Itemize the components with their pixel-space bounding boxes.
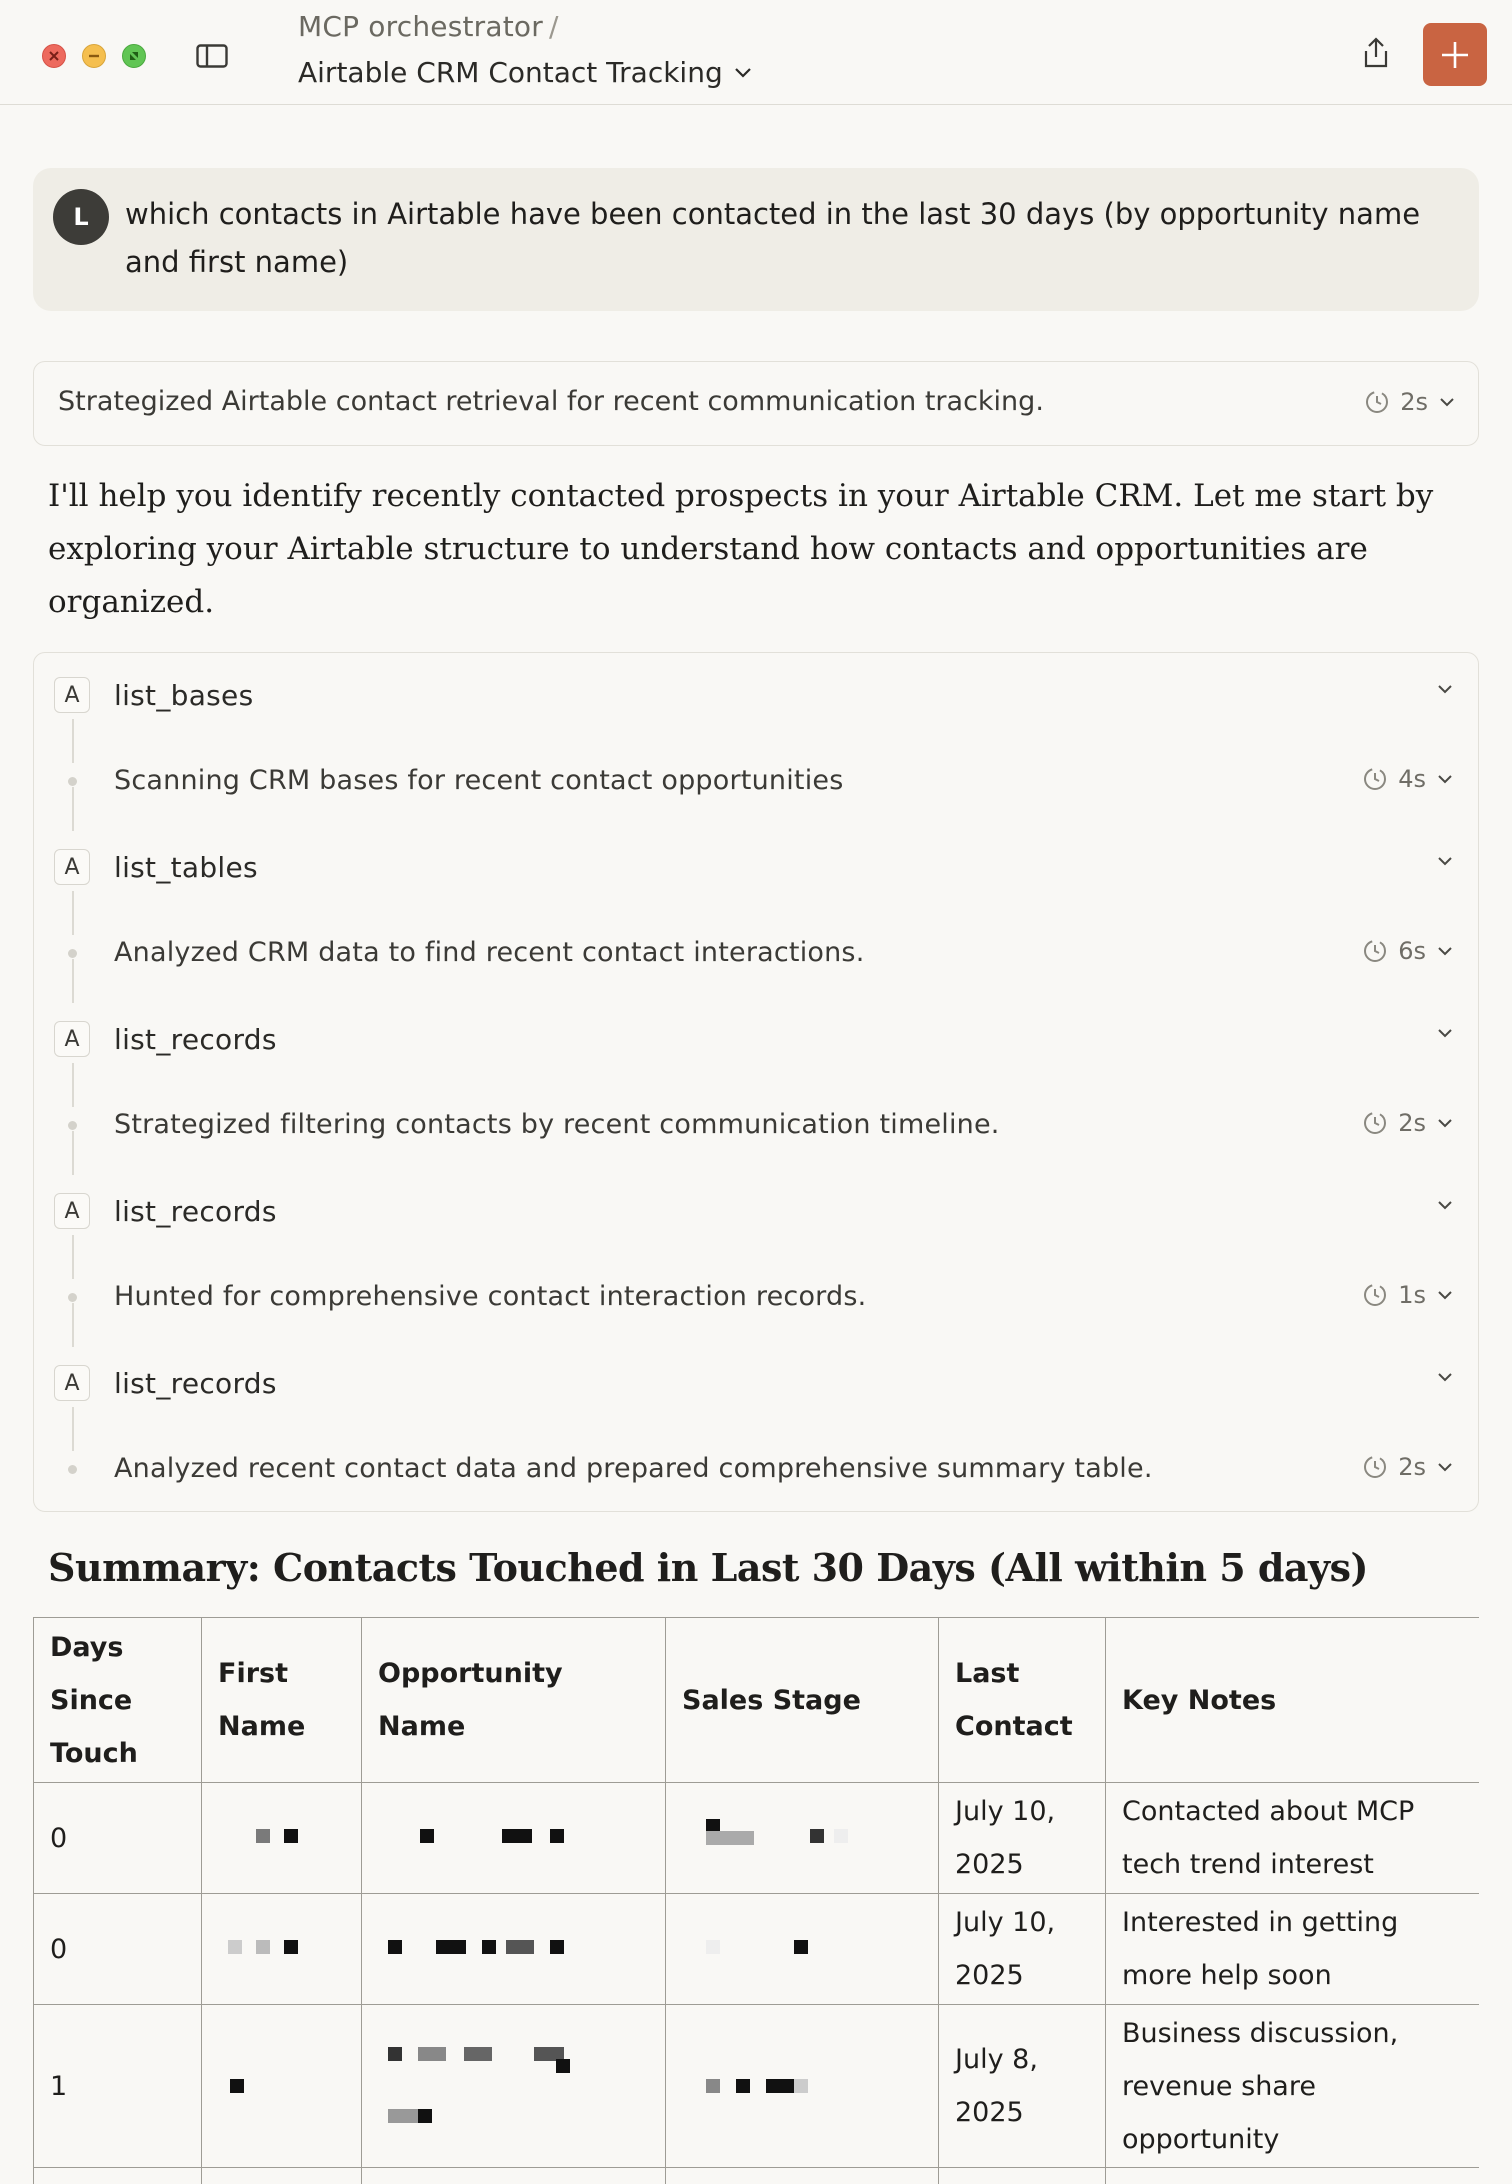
thought-duration: 4s [1398,765,1426,793]
share-icon[interactable] [1360,36,1392,70]
chat-title[interactable] [298,56,753,89]
sidebar-icon[interactable] [196,44,228,68]
timer-icon [1362,1110,1388,1136]
table-row [34,2168,1480,2184]
airtable-icon: A [54,1021,90,1057]
thought-row[interactable] [34,1097,1478,1157]
timer-icon [1362,1454,1388,1480]
thinking-summary-text: Strategized Airtable contact retrieval for recent communication tracking. [58,386,1044,417]
tool-call-row[interactable] [34,667,1478,727]
step-dot [68,1293,77,1302]
thought-duration: 2s [1398,1453,1426,1481]
maximize-icon[interactable] [122,44,146,68]
table-cell [666,2168,939,2184]
column-header: Opportunity Name [362,1618,666,1783]
thought-row[interactable] [34,753,1478,813]
column-header: Days Since Touch [34,1618,202,1783]
redacted-cell [202,1783,362,1894]
breadcrumb-separator: / [548,10,559,43]
thought-text: Analyzed recent contact data and prepared comprehensive summary table. [114,1453,1153,1484]
minimize-icon[interactable] [82,44,106,68]
chevron-down-icon[interactable] [1436,1117,1454,1129]
table-header-row [34,1618,1480,1783]
redacted-cell [666,1894,939,2005]
column-header: Sales Stage [666,1618,939,1783]
chevron-down-icon[interactable] [1436,1199,1454,1211]
last-contact-cell: July 10, 2025 [939,1783,1106,1894]
redacted-cell [666,2005,939,2168]
user-message-text: which contacts in Airtable have been contacted in the last 30 days (by opportunity name and first name) [125,197,1421,279]
summary-heading: Summary: Contacts Touched in Last 30 Days (All within 5 days) [48,1545,1369,1590]
table-cell [362,2168,666,2184]
thought-meta [1362,1453,1454,1481]
redacted-cell [202,1894,362,2005]
user-message [33,168,1479,311]
table-row [34,1783,1480,1894]
table-row [34,2005,1480,2168]
days-cell: 0 [34,1894,202,2005]
thought-text: Strategized filtering contacts by recent communication timeline. [114,1109,1000,1140]
thought-meta [1362,1281,1454,1309]
timer-icon [1364,389,1390,415]
chevron-down-icon [1438,396,1456,408]
chevron-down-icon [733,66,753,80]
tool-call-list [33,652,1479,1512]
tool-name: list_records [114,1195,277,1228]
airtable-icon: A [54,1193,90,1229]
thought-text: Hunted for comprehensive contact interaction records. [114,1281,867,1312]
table-cell [34,2168,202,2184]
avatar: L [53,189,109,245]
thought-text: Scanning CRM bases for recent contact opportunities [114,765,844,796]
thought-meta [1362,765,1454,793]
airtable-icon: A [54,677,90,713]
table-cell [1106,2168,1480,2184]
tool-name: list_bases [114,679,254,712]
chevron-down-icon[interactable] [1436,1371,1454,1383]
thought-row[interactable] [34,1269,1478,1329]
days-cell: 0 [34,1783,202,1894]
last-contact-cell: July 8, 2025 [939,2005,1106,2168]
chevron-down-icon[interactable] [1436,683,1454,695]
step-dot [68,949,77,958]
notes-cell: Business discussion, revenue share opportunity [1106,2005,1480,2168]
timer-icon [1362,938,1388,964]
assistant-message: I'll help you identify recently contacted prospects in your Airtable CRM. Let me start by exploring your Airtable structure to understand how contacts and opportunities are organized. [48,478,1434,620]
step-dot [68,1465,77,1474]
airtable-icon: A [54,1365,90,1401]
redacted-cell [362,1894,666,2005]
plus-icon [1439,39,1471,71]
thinking-summary[interactable] [33,361,1479,446]
thought-row[interactable] [34,1441,1478,1501]
breadcrumb[interactable] [298,10,559,43]
redacted-cell [202,2005,362,2168]
tool-call-row[interactable] [34,1183,1478,1243]
airtable-icon: A [54,849,90,885]
chevron-down-icon[interactable] [1436,1461,1454,1473]
redacted-cell [362,2005,666,2168]
redacted-cell [362,1783,666,1894]
thinking-meta [1364,388,1456,416]
tool-name: list_records [114,1023,277,1056]
close-icon[interactable] [42,44,66,68]
table-cell [939,2168,1106,2184]
tool-call-row[interactable] [34,1355,1478,1415]
thought-text: Analyzed CRM data to find recent contact interactions. [114,937,865,968]
tool-name: list_tables [114,851,258,884]
tool-name: list_records [114,1367,277,1400]
chat-title-text: Airtable CRM Contact Tracking [298,56,723,89]
thought-duration: 6s [1398,937,1426,965]
new-chat-button[interactable] [1423,23,1487,86]
timer-icon [1362,766,1388,792]
column-header: First Name [202,1618,362,1783]
thinking-duration: 2s [1400,388,1428,416]
column-header: Key Notes [1106,1618,1480,1783]
chevron-down-icon[interactable] [1436,1027,1454,1039]
thought-meta [1362,937,1454,965]
thought-duration: 2s [1398,1109,1426,1137]
notes-cell: Interested in getting more help soon [1106,1894,1480,2005]
chevron-down-icon[interactable] [1436,773,1454,785]
column-header: Last Contact [939,1618,1106,1783]
chevron-down-icon[interactable] [1436,945,1454,957]
breadcrumb-project[interactable]: MCP orchestrator [298,10,543,43]
chevron-down-icon[interactable] [1436,1289,1454,1301]
thought-duration: 1s [1398,1281,1426,1309]
table-cell [202,2168,362,2184]
table-row [34,1894,1480,2005]
thought-meta [1362,1109,1454,1137]
chevron-down-icon[interactable] [1436,855,1454,867]
tool-call-row[interactable] [34,1011,1478,1071]
tool-call-row[interactable] [34,839,1478,899]
thought-row[interactable] [34,925,1478,985]
summary-table [33,1617,1479,2184]
timer-icon [1362,1282,1388,1308]
notes-cell: Contacted about MCP tech trend interest [1106,1783,1480,1894]
last-contact-cell: July 10, 2025 [939,1894,1106,2005]
days-cell: 1 [34,2005,202,2168]
step-dot [68,777,77,786]
title-bar [0,0,1512,105]
redacted-cell [666,1783,939,1894]
step-dot [68,1121,77,1130]
